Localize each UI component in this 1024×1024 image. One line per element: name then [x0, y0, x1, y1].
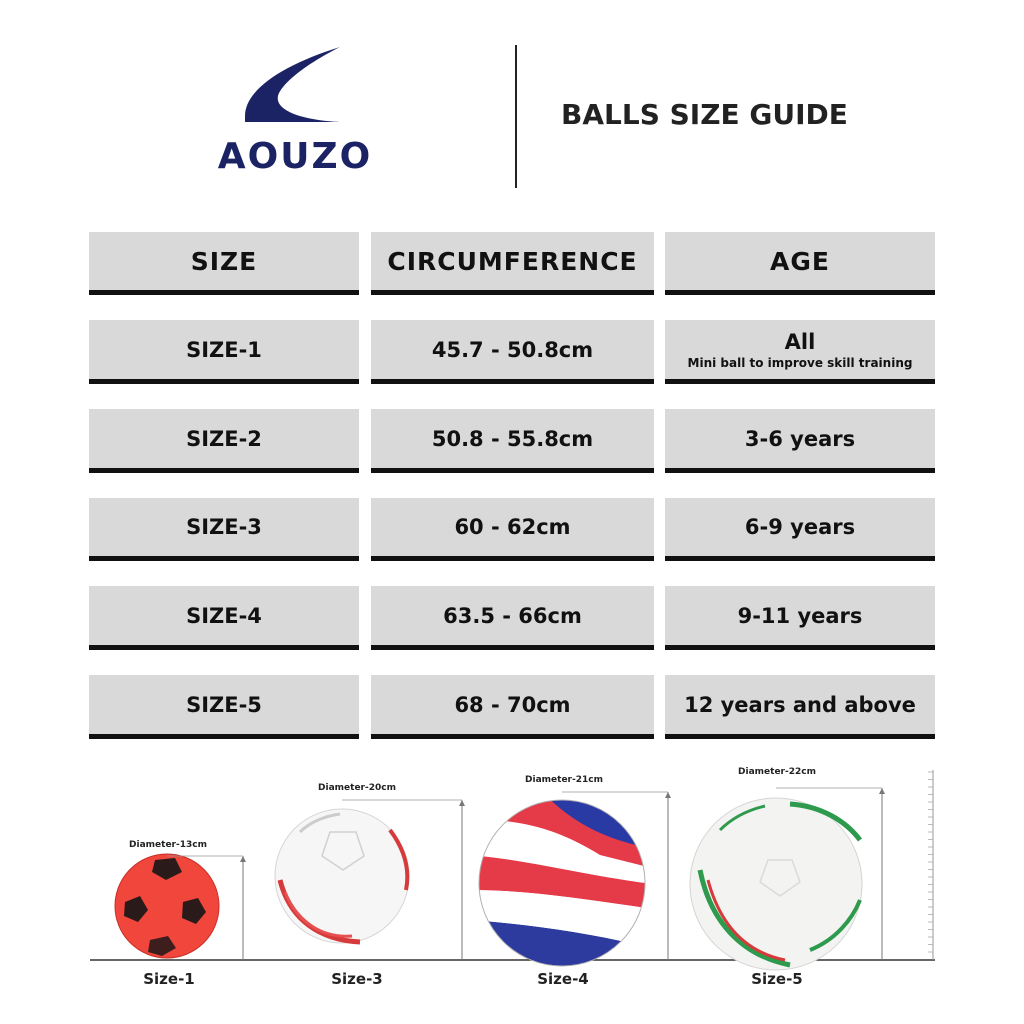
circumference-value: 68 - 70cm: [454, 692, 571, 717]
table-cell-age: [665, 498, 935, 561]
circumference-value: 63.5 - 66cm: [443, 603, 582, 628]
ball-size-label: Size-1: [143, 970, 195, 988]
table-cell-circumference: [371, 409, 654, 473]
age-value: 3-6 years: [744, 426, 856, 451]
circumference-value: 60 - 62cm: [454, 515, 571, 539]
ball-size-label: Size-3: [331, 970, 383, 988]
table-cell-size: [89, 675, 359, 739]
ball-diameter-label: Diameter-22cm: [738, 767, 816, 777]
ball-diameter-label: Diameter-13cm: [129, 840, 207, 850]
ball-size-4-icon: [470, 790, 671, 980]
table-cell-circumference: [371, 320, 654, 384]
ball-size-label: Size-4: [537, 970, 589, 988]
header-label: CIRCUMFERENCE: [387, 246, 638, 276]
table-cell-age: [665, 409, 935, 473]
table-cell-size: [89, 586, 359, 650]
size-value: SIZE-1: [186, 337, 262, 362]
header-cell-age: [665, 232, 935, 295]
table-cell-size: [89, 498, 359, 561]
header-cell-size: [89, 232, 359, 295]
size-value: SIZE-2: [186, 426, 262, 451]
ball-illustrations: [0, 760, 1024, 1024]
table-cell-circumference: [371, 586, 654, 650]
circumference-value: 50.8 - 55.8cm: [431, 426, 594, 451]
ball-size-3-icon: [275, 800, 465, 960]
ball-size-label: Size-5: [751, 970, 803, 988]
ball-size-1-icon: [115, 854, 246, 960]
table-cell-size: [89, 409, 359, 473]
table-cell-circumference: [371, 498, 654, 561]
ruler-icon: [928, 770, 933, 960]
size-value: SIZE-4: [186, 603, 262, 628]
age-value: All: [784, 329, 816, 354]
brand-name: AOUZO: [217, 136, 373, 177]
table-cell-age: [665, 675, 935, 739]
page-title: BALLS SIZE GUIDE: [561, 98, 848, 131]
age-value: 9-11 years: [737, 603, 863, 628]
size-value: SIZE-3: [186, 515, 262, 539]
size-value: SIZE-5: [186, 692, 262, 717]
ball-size-5-icon: [690, 788, 885, 970]
ball-diameter-label: Diameter-21cm: [525, 775, 603, 785]
header-label: SIZE: [190, 246, 258, 276]
age-value: 6-9 years: [744, 515, 856, 539]
table-cell-circumference: [371, 675, 654, 739]
header-label: AGE: [770, 246, 830, 276]
age-note: Mini ball to improve skill training: [687, 355, 913, 370]
circumference-value: 45.7 - 50.8cm: [431, 337, 594, 362]
age-value: 12 years and above: [684, 692, 916, 717]
ball-diameter-label: Diameter-20cm: [318, 783, 396, 793]
header-cell-circumference: [371, 232, 654, 295]
table-cell-size: [89, 320, 359, 384]
table-cell-age: [665, 320, 935, 384]
table-cell-age: [665, 586, 935, 650]
